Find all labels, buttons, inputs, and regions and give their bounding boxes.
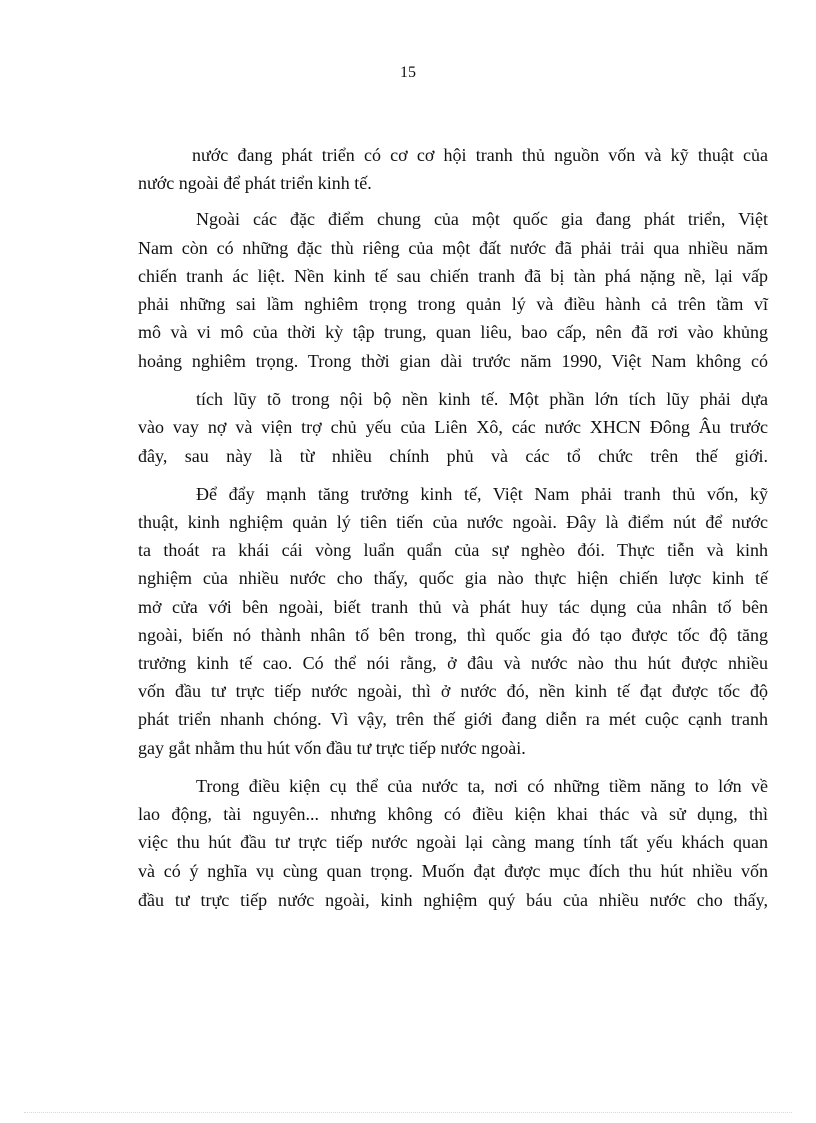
text-line: chiến tranh ác liệt. Nền kinh tế sau chiến tranh đã bị tàn phá nặng nề, lại vấp (138, 266, 768, 286)
text-line: gay gắt nhằm thu hút vốn đầu tư trực tiếp nước ngoài. (138, 738, 526, 758)
text-line: hoảng nghiêm trọng. Trong thời gian dài trước năm 1990, Việt Nam không có (138, 351, 768, 371)
text-line: đầu tư trực tiếp nước ngoài, kinh nghiệm quý báu của nhiều nước cho thấy, (138, 890, 768, 910)
text-line: ta thoát ra khái cái vòng luẩn quẩn của sự nghèo đói. Thực tiễn và kinh (138, 540, 768, 560)
text-line: Ngoài các đặc điểm chung của một quốc gia đang phát triển, Việt (196, 209, 768, 229)
text-line: đây, sau này là từ nhiều chính phủ và các tổ chức trên thế giới. (138, 446, 768, 466)
text-line: phải những sai lầm nghiêm trọng trong quản lý và điều hành cả trên tầm vĩ (138, 294, 768, 314)
text-line: nước đang phát triển có cơ cơ hội tranh thủ nguồn vốn và kỹ thuật của (192, 145, 768, 165)
text-line: nghiệm của nhiều nước cho thấy, quốc gia nào thực hiện chiến lược kinh tế (138, 568, 768, 588)
text-line: nước ngoài để phát triển kinh tế. (138, 173, 372, 193)
page-number: 15 (400, 64, 416, 81)
text-line: và có ý nghĩa vụ cùng quan trọng. Muốn đạt được mục đích thu hút nhiều vốn (138, 861, 768, 881)
text-line: vào vay nợ và viện trợ chủ yếu của Liên Xô, các nước XHCN Đông Âu trước (138, 417, 768, 437)
text-line: mô và vi mô của thời kỳ tập trung, quan liêu, bao cấp, nên đã rơi vào khủng (138, 322, 768, 342)
text-line: ngoài, biến nó thành nhân tố bên trong, thì quốc gia đó tạo được tốc độ tăng (138, 625, 768, 645)
text-line: Nam còn có những đặc thù riêng của một đất nước đã phải trải qua nhiều năm (138, 238, 768, 258)
text-line: thuật, kinh nghiệm quản lý tiên tiến của nước ngoài. Đây là điểm nút để nước (138, 512, 768, 532)
text-line: vốn đầu tư trực tiếp nước ngoài, thì ở nước đó, nền kinh tế đạt được tốc độ (138, 681, 768, 701)
text-line: lao động, tài nguyên... nhưng không có điều kiện khai thác và sử dụng, thì (138, 804, 768, 824)
text-line: trưởng kinh tế cao. Có thể nói rằng, ở đâu và nước nào thu hút được nhiều (138, 653, 768, 673)
text-line: Trong điều kiện cụ thể của nước ta, nơi có những tiềm năng to lớn về (196, 776, 768, 796)
text-line: mở cửa với bên ngoài, biết tranh thủ và phát huy tác dụng của nhân tố bên (138, 597, 768, 617)
page-bottom-rule (24, 1112, 792, 1113)
text-line: phát triển nhanh chóng. Vì vậy, trên thế giới đang diễn ra mét cuộc cạnh tranh (138, 709, 768, 729)
text-line: tích lũy tõ trong nội bộ nền kinh tế. Một phần lớn tích lũy phải dựa (196, 389, 768, 409)
text-line: việc thu hút đầu tư trực tiếp nước ngoài lại càng mang tính tất yếu khách quan (138, 832, 768, 852)
text-line: Để đẩy mạnh tăng trưởng kinh tế, Việt Nam phải tranh thủ vốn, kỹ (196, 484, 768, 504)
